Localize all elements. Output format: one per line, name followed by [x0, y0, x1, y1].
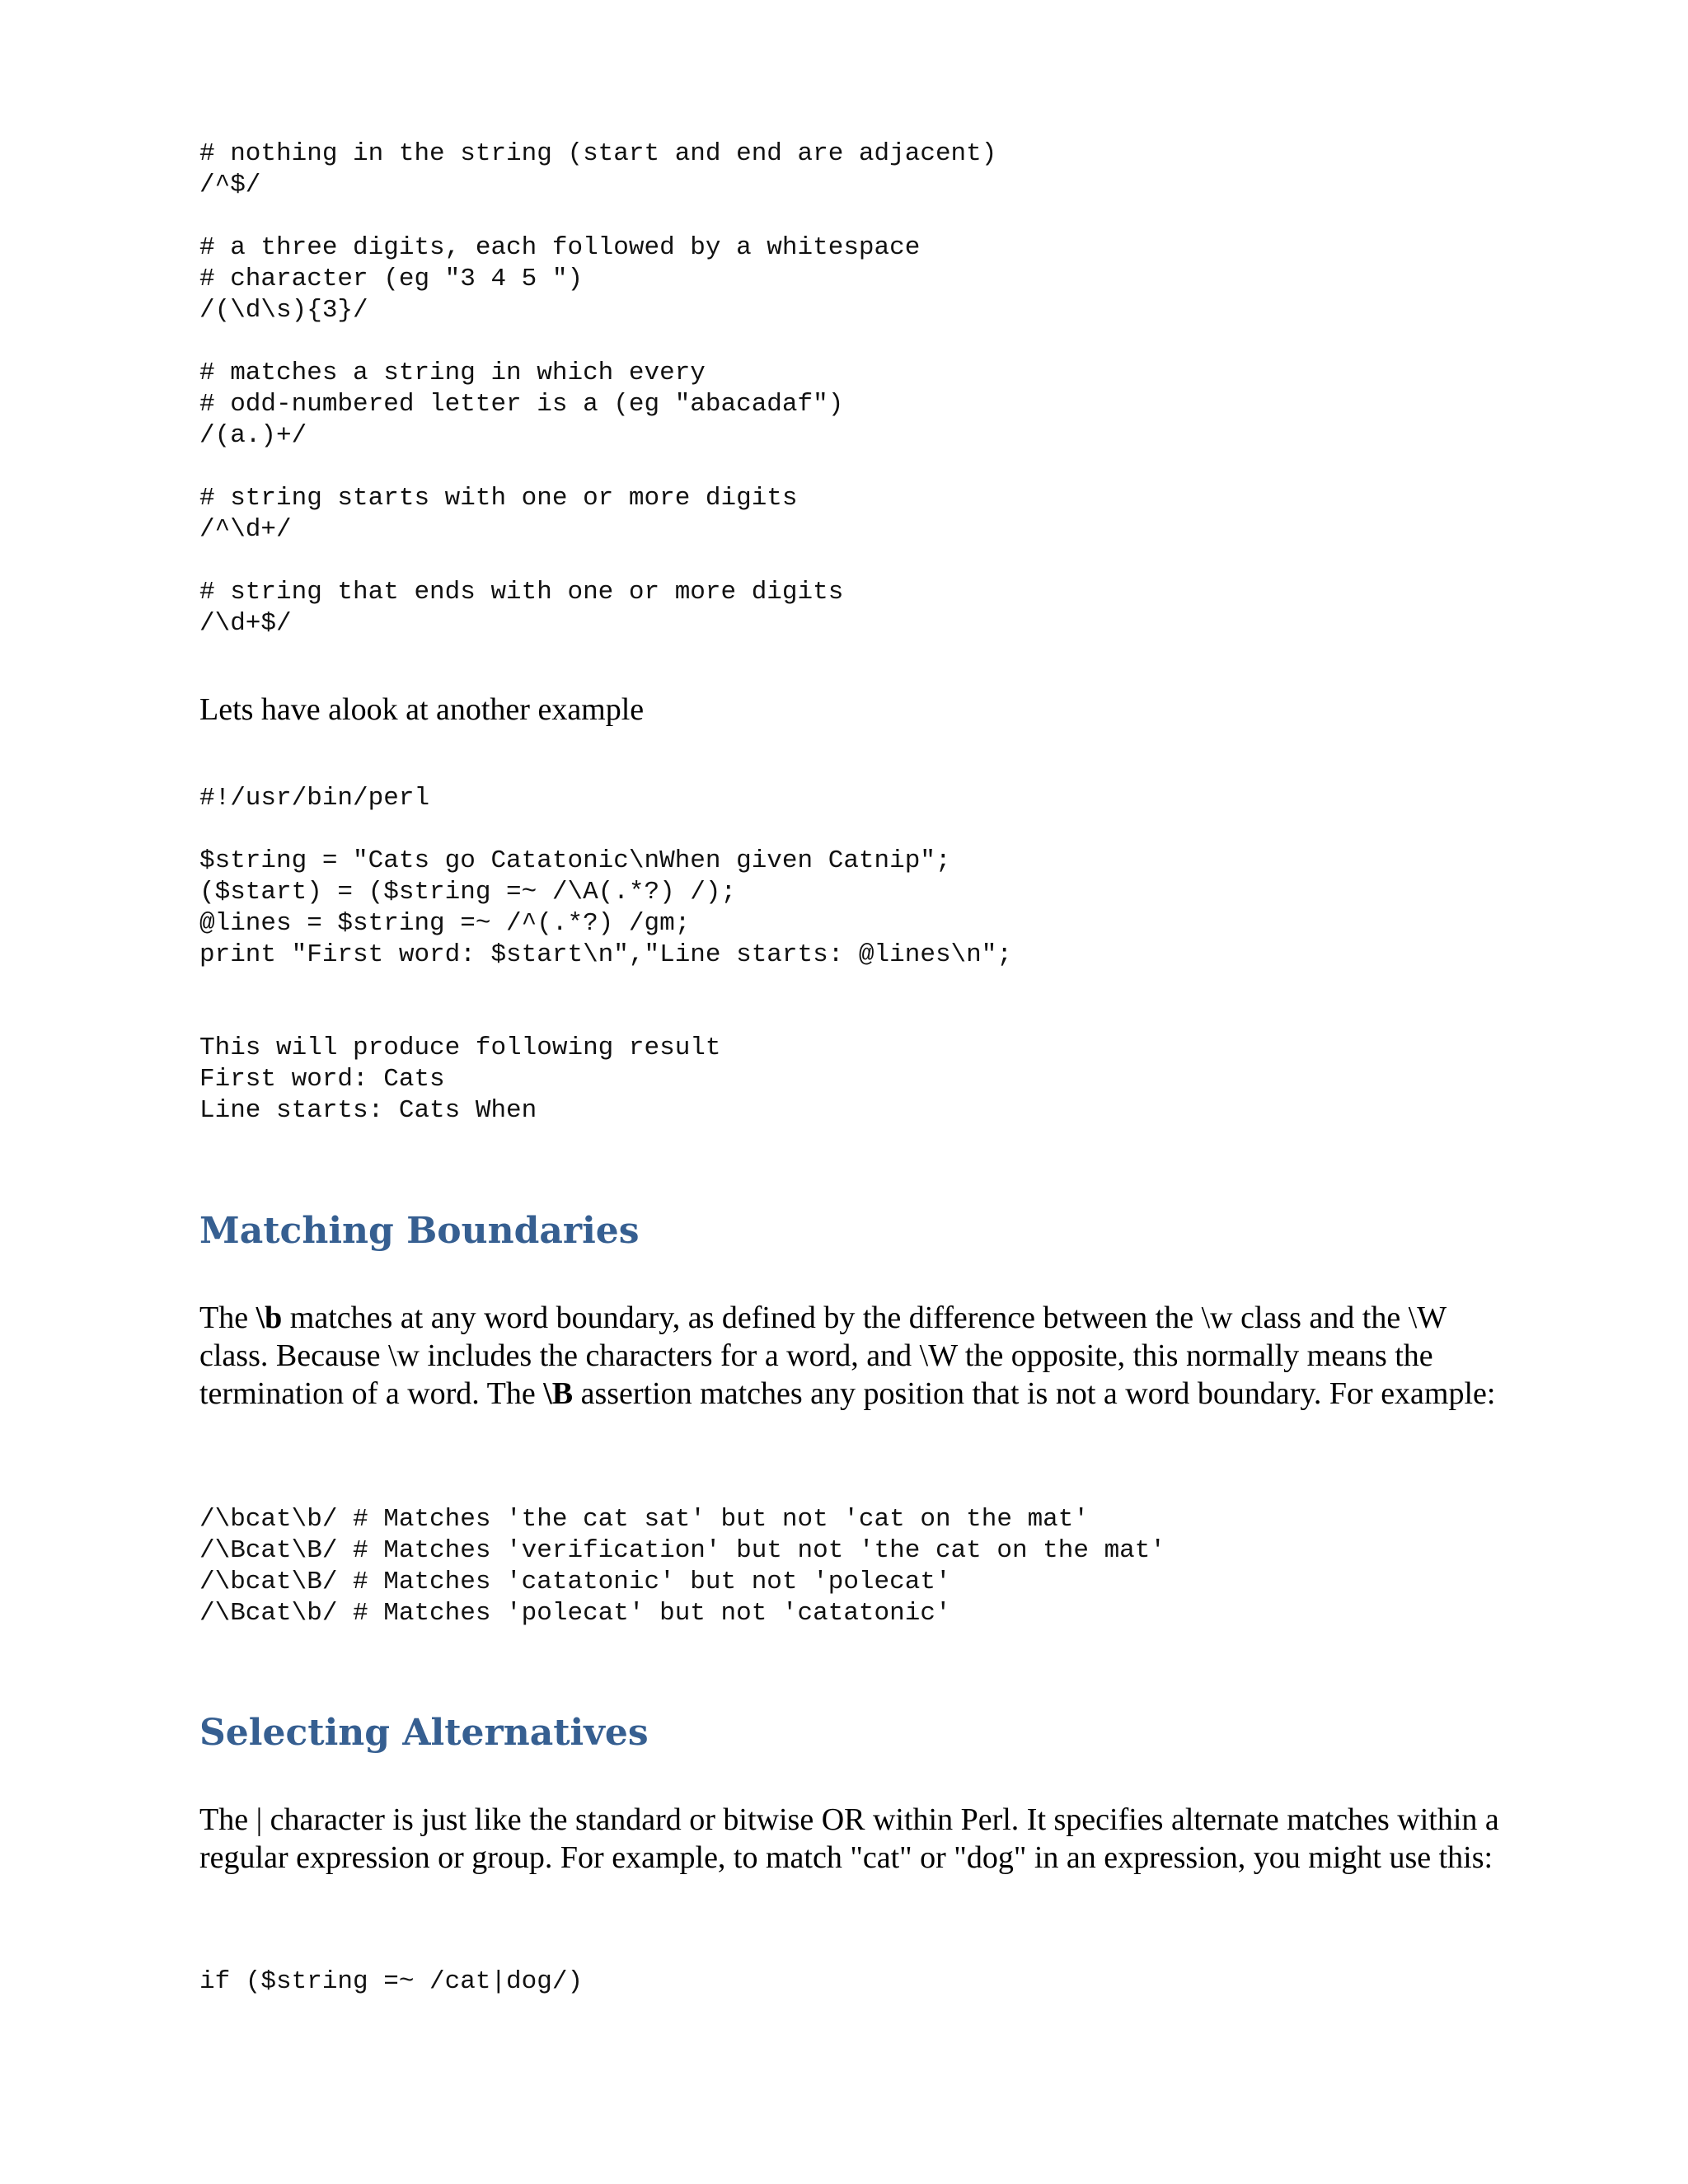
- selecting-alternatives-paragraph: The | character is just like the standard or bitwise OR within Perl. It specifies alternate matches within a regular expression or group. For example, to match "cat" or "dog" in an expression, you might use this:: [199, 1802, 1499, 1875]
- boundaries-text-part1: The: [199, 1301, 256, 1335]
- word-boundary-assertion: \b: [256, 1301, 283, 1335]
- alternatives-example-code-block: if ($string =~ /cat|dog/): [199, 1967, 584, 1996]
- intro-paragraph: Lets have alook at another example: [199, 692, 645, 727]
- boundary-examples-code-block: /\bcat\b/ # Matches 'the cat sat' but not 'cat on the mat' /\Bcat\B/ # Matches 'verification' but not 'the cat on the mat' /\bcat\B/ # Matches 'catatonic' but not 'polecat' /\Bcat\b/ # Matches 'polecat' but not 'catatonic': [199, 1505, 1165, 1628]
- selecting-alternatives-heading: Selecting Alternatives: [199, 1712, 649, 1754]
- boundaries-text-part2: matches at any word boundary, as defined by the difference between the \w class and the \W class. Because \w includes the characters for a word, and \W the opposite, this normally means the termination of a word. The: [199, 1301, 1447, 1411]
- regex-examples-code-block: # nothing in the string (start and end are adjacent) /^$/ # a three digits, each followed by a whitespace # character (eg "3 4 5 ") /(\d\s){3}/ # matches a string in which every # odd-numbered letter is a (eg "abacadaf") /(a.)+/ # string starts with one or more digits /^\d+/ # string that ends with one or more digits /\d+$/: [199, 139, 997, 638]
- boundaries-text-part3: assertion matches any position that is not a word boundary. For example:: [573, 1376, 1496, 1411]
- perl-script-code-block: #!/usr/bin/perl $string = "Cats go Catatonic\nWhen given Catnip"; ($start) = ($string =~ /\A(.*?) /); @lines = $string =~ /^(.*?) /gm; print "First word: $start\n","Line starts: @lines\n";: [199, 784, 1012, 969]
- non-boundary-assertion: \B: [543, 1376, 574, 1411]
- matching-boundaries-heading: Matching Boundaries: [199, 1210, 640, 1252]
- perl-output-code-block: This will produce following result First word: Cats Line starts: Cats When: [199, 1033, 721, 1125]
- matching-boundaries-paragraph: [199, 1299, 1518, 1413]
